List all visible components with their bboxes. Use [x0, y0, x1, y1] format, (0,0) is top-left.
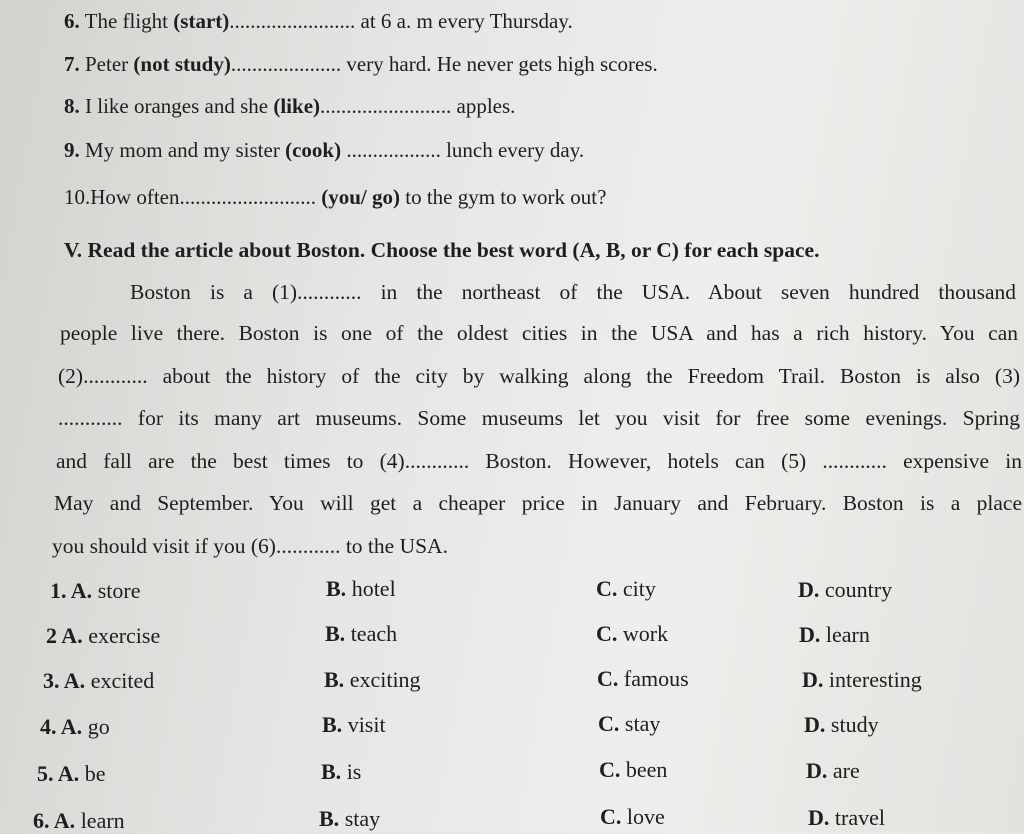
- exercise-item: [64, 52, 658, 77]
- blank-dots[interactable]: ..................: [341, 138, 441, 162]
- option-a[interactable]: 1. A. store: [50, 578, 141, 603]
- blank-dots[interactable]: .........................: [320, 94, 452, 118]
- passage-line: Boston is a (1)............ in the northeast of the USA. About seven hundred thousand: [130, 280, 1016, 304]
- blank-dots[interactable]: .....................: [230, 52, 342, 76]
- option-c[interactable]: C. famous: [597, 666, 689, 691]
- passage-line: May and September. You will get a cheaper price in January and February. Boston is a place: [54, 491, 1022, 515]
- option-a[interactable]: 6. A. learn: [33, 808, 125, 833]
- item-text: apples.: [451, 94, 516, 118]
- option-b[interactable]: B. hotel: [326, 576, 396, 601]
- item-text: The flight: [84, 9, 174, 33]
- option-c[interactable]: C. work: [596, 621, 669, 646]
- item-text: My mom and my sister: [85, 138, 286, 162]
- item-text: I like oranges and she: [85, 94, 274, 118]
- item-number: 7.: [64, 52, 80, 76]
- verb-cue: (not study): [133, 52, 231, 76]
- option-b[interactable]: B. teach: [325, 621, 398, 646]
- option-d[interactable]: D. are: [806, 758, 860, 783]
- item-text: at 6 a. m every Thursday.: [355, 9, 573, 33]
- option-d[interactable]: D. learn: [799, 622, 870, 647]
- passage-line: and fall are the best times to (4)............ Boston. However, hotels can (5) ............ expensive in: [56, 449, 1022, 473]
- verb-cue: (cook): [285, 138, 342, 162]
- item-text: How often: [90, 185, 180, 209]
- option-c[interactable]: C. stay: [598, 711, 661, 736]
- item-number: 9.: [64, 138, 80, 162]
- exercise-item: [64, 138, 584, 163]
- item-text: Peter: [85, 52, 134, 76]
- option-c[interactable]: C. city: [596, 576, 656, 601]
- option-a[interactable]: 3. A. excited: [43, 668, 155, 693]
- option-c[interactable]: C. love: [600, 804, 665, 829]
- passage-line: people live there. Boston is one of the oldest cities in the USA and has a rich history. You can: [60, 321, 1018, 345]
- option-d[interactable]: D. country: [798, 577, 893, 602]
- option-a[interactable]: 2 A. exercise: [46, 623, 161, 648]
- verb-cue: (start): [173, 9, 230, 33]
- verb-cue: (you/ go): [315, 185, 400, 209]
- option-a[interactable]: 4. A. go: [40, 714, 110, 739]
- passage-line: (2)............ about the history of the city by walking along the Freedom Trail. Boston is also (3): [58, 364, 1020, 388]
- passage-line: ............ for its many art museums. Some museums let you visit for free some evenings. Spring: [58, 406, 1020, 430]
- exercise-item: [64, 185, 606, 210]
- item-number: 10.: [64, 185, 91, 209]
- item-text: very hard. He never gets high scores.: [341, 52, 658, 76]
- blank-dots[interactable]: ........................: [229, 9, 356, 33]
- item-number: 8.: [64, 94, 80, 118]
- exercise-item: [64, 94, 515, 119]
- option-b[interactable]: B. visit: [322, 712, 386, 737]
- option-d[interactable]: D. travel: [808, 805, 885, 830]
- option-b[interactable]: B. exciting: [324, 667, 421, 692]
- option-d[interactable]: D. interesting: [802, 667, 922, 692]
- option-b[interactable]: B. is: [321, 759, 362, 784]
- item-text: lunch every day.: [440, 138, 585, 162]
- passage-line: you should visit if you (6)............ to the USA.: [52, 534, 448, 558]
- option-a[interactable]: 5. A. be: [37, 761, 106, 786]
- verb-cue: (like): [273, 94, 321, 118]
- option-c[interactable]: C. been: [599, 757, 668, 782]
- blank-dots[interactable]: ..........................: [179, 185, 316, 209]
- option-d[interactable]: D. study: [804, 712, 879, 737]
- exercise-item: [64, 9, 573, 34]
- item-number: 6.: [64, 9, 80, 33]
- section-heading: V. Read the article about Boston. Choose the best word (A, B, or C) for each space.: [64, 238, 820, 262]
- item-text: to the gym to work out?: [399, 185, 607, 209]
- option-b[interactable]: B. stay: [319, 806, 381, 831]
